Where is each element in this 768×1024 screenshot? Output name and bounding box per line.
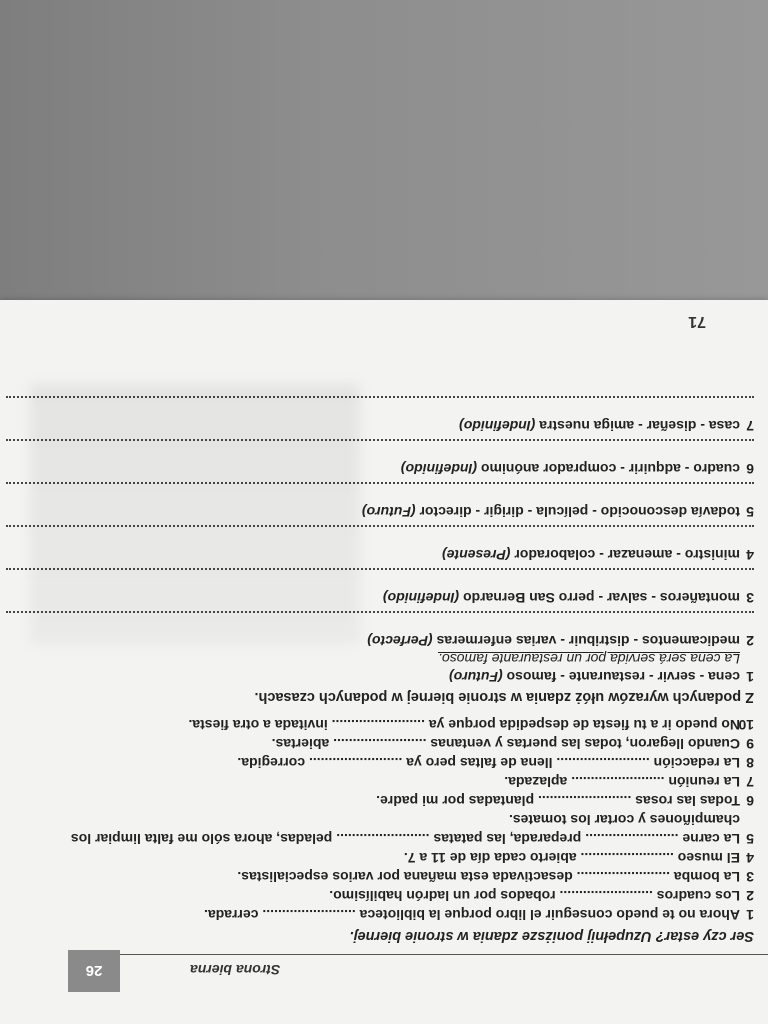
answer-line[interactable] (6, 611, 754, 631)
exercise1-item: 1 Ahora no te puedo conseguir el libro porque la biblioteca ........................ cerrada. (204, 907, 754, 923)
header-rule (120, 954, 768, 955)
header-title: Strona bierna (190, 962, 281, 978)
exercise2-item: 5 todavía desconocido - película - dirigir - director (Futuro) (361, 504, 754, 520)
answer-line[interactable] (6, 568, 754, 588)
exercise2-item: 2 medicamentos - distribuir - varias enfermeras (Perfecto) (367, 633, 754, 649)
section2-list (6, 396, 754, 686)
exercise1-item: 10 No puedo ir a tu fiesta de despedida porque ya ........................ invitada a otra fiesta. (188, 717, 754, 733)
exercise2-item: 4 ministro - amenazar - colaborador (Presente) (442, 547, 754, 563)
answer-line[interactable] (6, 482, 754, 502)
answer-line[interactable] (6, 396, 754, 416)
page-header (68, 954, 768, 988)
section1-title: Ser czy estar? Uzupełnij poniższe zdania w stronie biernej. (349, 928, 754, 944)
bottom-page-number: 71 (688, 313, 706, 330)
exercise2-item: 7 casa - diseñar - amiga nuestra (Indefinido) (459, 418, 754, 434)
exercise1-item: 4 El museo ........................ abierto cada día de 11 a 7. (403, 850, 754, 866)
exercise1-item: 3 La bomba ........................ desactivada esta mañana por varios especialistas. (237, 869, 754, 885)
exercise2-item: 6 cuadro - adquirir - comprador anónimo (Indefinido) (400, 461, 754, 477)
answer-line[interactable] (6, 439, 754, 459)
section2-title: Z podanych wyrazów ułóż zdania w stronie biernej w podanych czasach. (254, 689, 754, 705)
section1-list (6, 715, 754, 924)
answer-line[interactable] (6, 525, 754, 545)
exercise1-item: 8 La redacción ........................ llena de faltas pero ya ........................ corregida. (237, 755, 754, 771)
exercise2-item: 1 cena - servir - restaurante - famoso (Futuro) (449, 669, 754, 685)
exercise1-item: 9 Cuando llegaron, todas las puertas y ventanas ........................ abiertas. (271, 736, 754, 752)
exercise1-item: 2 Los cuadros ........................ robados por un ladrón habilísimo. (329, 888, 754, 904)
page-content (6, 392, 754, 944)
exercise1-item: 5 La carne ........................ preparada, las patatas ........................ peladas, ahora sólo me falta limpiar los champiñones y cortar los tomates. (70, 812, 754, 847)
exercise1-item: 6 Todas las rosas ........................ plantadas por mi padre. (376, 793, 754, 809)
example-answer: La cena será servida por un restaurante famoso. (438, 651, 740, 667)
exercise2-item: 3 montañeros - salvar - perro San Bernardo (Indefinido) (382, 590, 754, 606)
scanned-page (0, 300, 768, 1024)
exercise1-item: 7 La reunión ........................ aplazada. (504, 774, 754, 790)
page-number-box: 26 (68, 950, 120, 992)
